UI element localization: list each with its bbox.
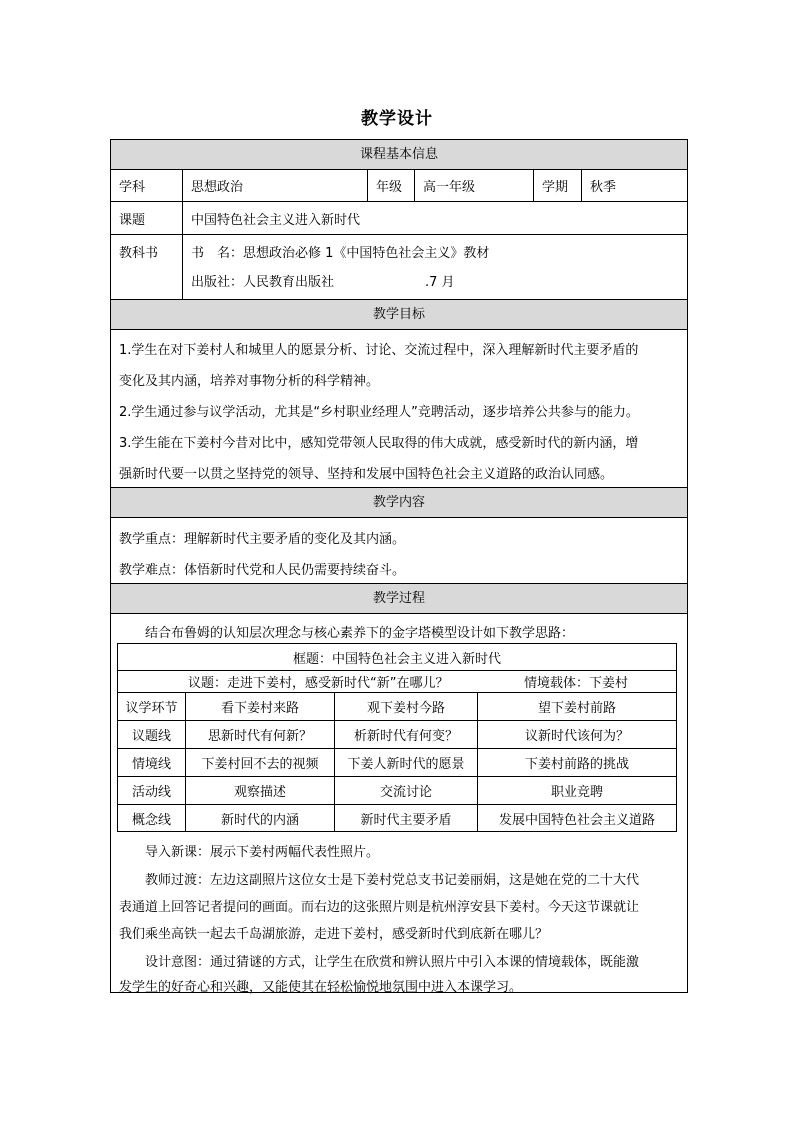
table-cell: 新时代的内涵 [186,805,335,831]
section-header-basic-info: 课程基本信息 [111,140,687,170]
table-cell: 思新时代有何新？ [186,721,335,748]
row-header: 情境线 [118,749,186,776]
table-cell: 新时代主要矛盾 [335,805,478,831]
row-header: 议题线 [118,721,186,748]
page-title: 教学设计 [361,109,433,129]
design-intent: 设计意图：通过猜谜的方式，让学生在欣赏和辨认照片中引入本课的情境载体，既能激 [145,955,640,970]
table-cell: 析新时代有何变？ [335,721,478,748]
table-cell: 看下姜村来路 [186,693,335,720]
difficult-point: 教学难点：体悟新时代党和人民仍需要持续奋斗。 [119,563,406,578]
objectives-block [111,330,687,488]
grade-value: 高一年级 [415,170,534,201]
textbook-name: 书 名：思想政治必修 1《中国特色社会主义》教材 [191,246,490,261]
textbook-info [183,235,687,299]
row-header: 概念线 [118,805,186,831]
row-header: 活动线 [118,777,186,804]
objective-line: 3.学生能在下姜村今昔对比中，感知党带领人民取得的伟大成就，感受新时代的新内涵，增 [119,436,639,451]
teaching-path-table [117,643,677,832]
table-cell: 下姜人新时代的愿景 [335,749,478,776]
table-cell: 望下姜村前路 [537,701,616,716]
objective-line: 1.学生在对下姜村人和城里人的愿景分析、讨论、交流过程中，深入理解新时代主要矛盾的 [119,343,639,358]
table-cell: 观察描述 [186,777,335,804]
subject-value: 思想政治 [183,170,368,201]
subject-label: 学科 [111,170,183,201]
table-cell: 下姜村前路的挑战 [524,757,629,772]
objective-line: 2.学生通过参与议学活动，尤其是“乡村职业经理人”竞聘活动，逐步培养公共参与的能力。 [119,405,639,420]
topic-label: 课题 [111,202,183,234]
lesson-plan-table [110,139,688,993]
issue-row [118,671,676,693]
key-point: 教学重点：理解新时代主要矛盾的变化及其内涵。 [119,532,406,547]
carrier-text: 情境载体：下姜村 [524,676,629,691]
term-value: 秋季 [590,180,617,195]
teacher-transition-cont: 表通道上回答记者提问的画面。而右边的这张照片则是杭州淳安县下姜村。今天这节课就让 [119,900,640,915]
table-cell: 议新时代该何为？ [524,729,629,744]
topic-row [111,202,687,235]
section-header-content: 教学内容 [111,488,687,518]
table-cell: 下姜村回不去的视频 [186,749,335,776]
table-cell: 职业竞聘 [550,785,603,800]
intro-new-lesson: 导入新课：展示下姜村两幅代表性照片。 [145,845,380,860]
table-row [118,805,676,831]
framework-row [118,644,676,671]
objective-line: 变化及其内涵，培养对事物分析的科学精神。 [119,374,380,389]
textbook-row [111,235,687,300]
table-row [118,693,676,721]
grade-label: 年级 [368,170,415,201]
framework-title: 框题：中国特色社会主义进入新时代 [292,651,501,667]
row-header: 议学环节 [118,693,186,720]
table-cell: 观下姜村今路 [335,693,478,720]
objective-line: 强新时代要一以贯之坚持党的领导、坚持和发展中国特色社会主义道路的政治认同感。 [119,467,614,482]
teacher-transition: 教师过渡：左边这副照片这位女士是下姜村党总支书记姜丽娟，这是她在党的二十大代 [145,873,640,888]
textbook-label: 教科书 [111,235,183,299]
topic-value: 中国特色社会主义进入新时代 [191,212,361,228]
section-header-process: 教学过程 [111,584,687,614]
table-row [118,749,676,777]
table-cell: 发展中国特色社会主义道路 [498,812,655,828]
textbook-publisher: 出版社：人民教育出版社 .7 月 [191,275,455,290]
process-intro: 结合布鲁姆的认知层次理念与核心素养下的金字塔模型设计如下教学思路： [145,626,575,641]
table-cell: 交流讨论 [335,777,478,804]
term-label: 学期 [534,170,582,201]
content-block [111,518,687,584]
table-row [118,721,676,749]
section-header-objectives: 教学目标 [111,300,687,330]
table-row [118,777,676,805]
basic-info-row [111,170,687,202]
design-intent-cont: 发学生的好奇心和兴趣，又能使其在轻松愉悦地氛围中进入本课学习。 [119,980,523,995]
issue-text: 议题：走进下姜村，感受新时代“新”在哪儿？ [188,676,449,691]
teacher-transition-cont: 我们乘坐高铁一起去千岛湖旅游，走进下姜村，感受新时代到底新在哪儿？ [119,927,549,942]
